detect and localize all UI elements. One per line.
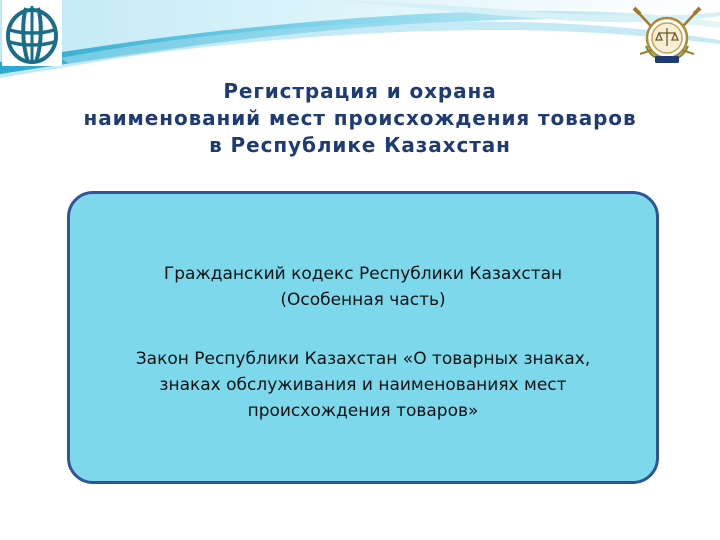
title-line-1: Регистрация и охрана <box>223 79 497 103</box>
content-box <box>67 191 659 484</box>
slide-title <box>20 78 700 159</box>
trademark-law-line-1: Закон Республики Казахстан «О товарных знаках, <box>135 349 591 369</box>
trademark-law-paragraph <box>70 346 656 424</box>
justice-emblem-icon <box>630 6 704 68</box>
trademark-law-line-3: происхождения товаров» <box>247 401 479 421</box>
title-line-3: в Республике Казахстан <box>209 133 511 157</box>
header-wave-decoration <box>0 0 720 90</box>
institute-logo-icon <box>2 0 62 66</box>
title-line-2: наименований мест происхождения товаров <box>83 106 637 130</box>
civil-code-line-2: (Особенная часть) <box>280 290 446 310</box>
trademark-law-line-2: знаках обслуживания и наименованиях мест <box>159 375 567 395</box>
civil-code-line-1: Гражданский кодекс Республики Казахстан <box>163 264 563 284</box>
civil-code-paragraph <box>70 261 656 313</box>
